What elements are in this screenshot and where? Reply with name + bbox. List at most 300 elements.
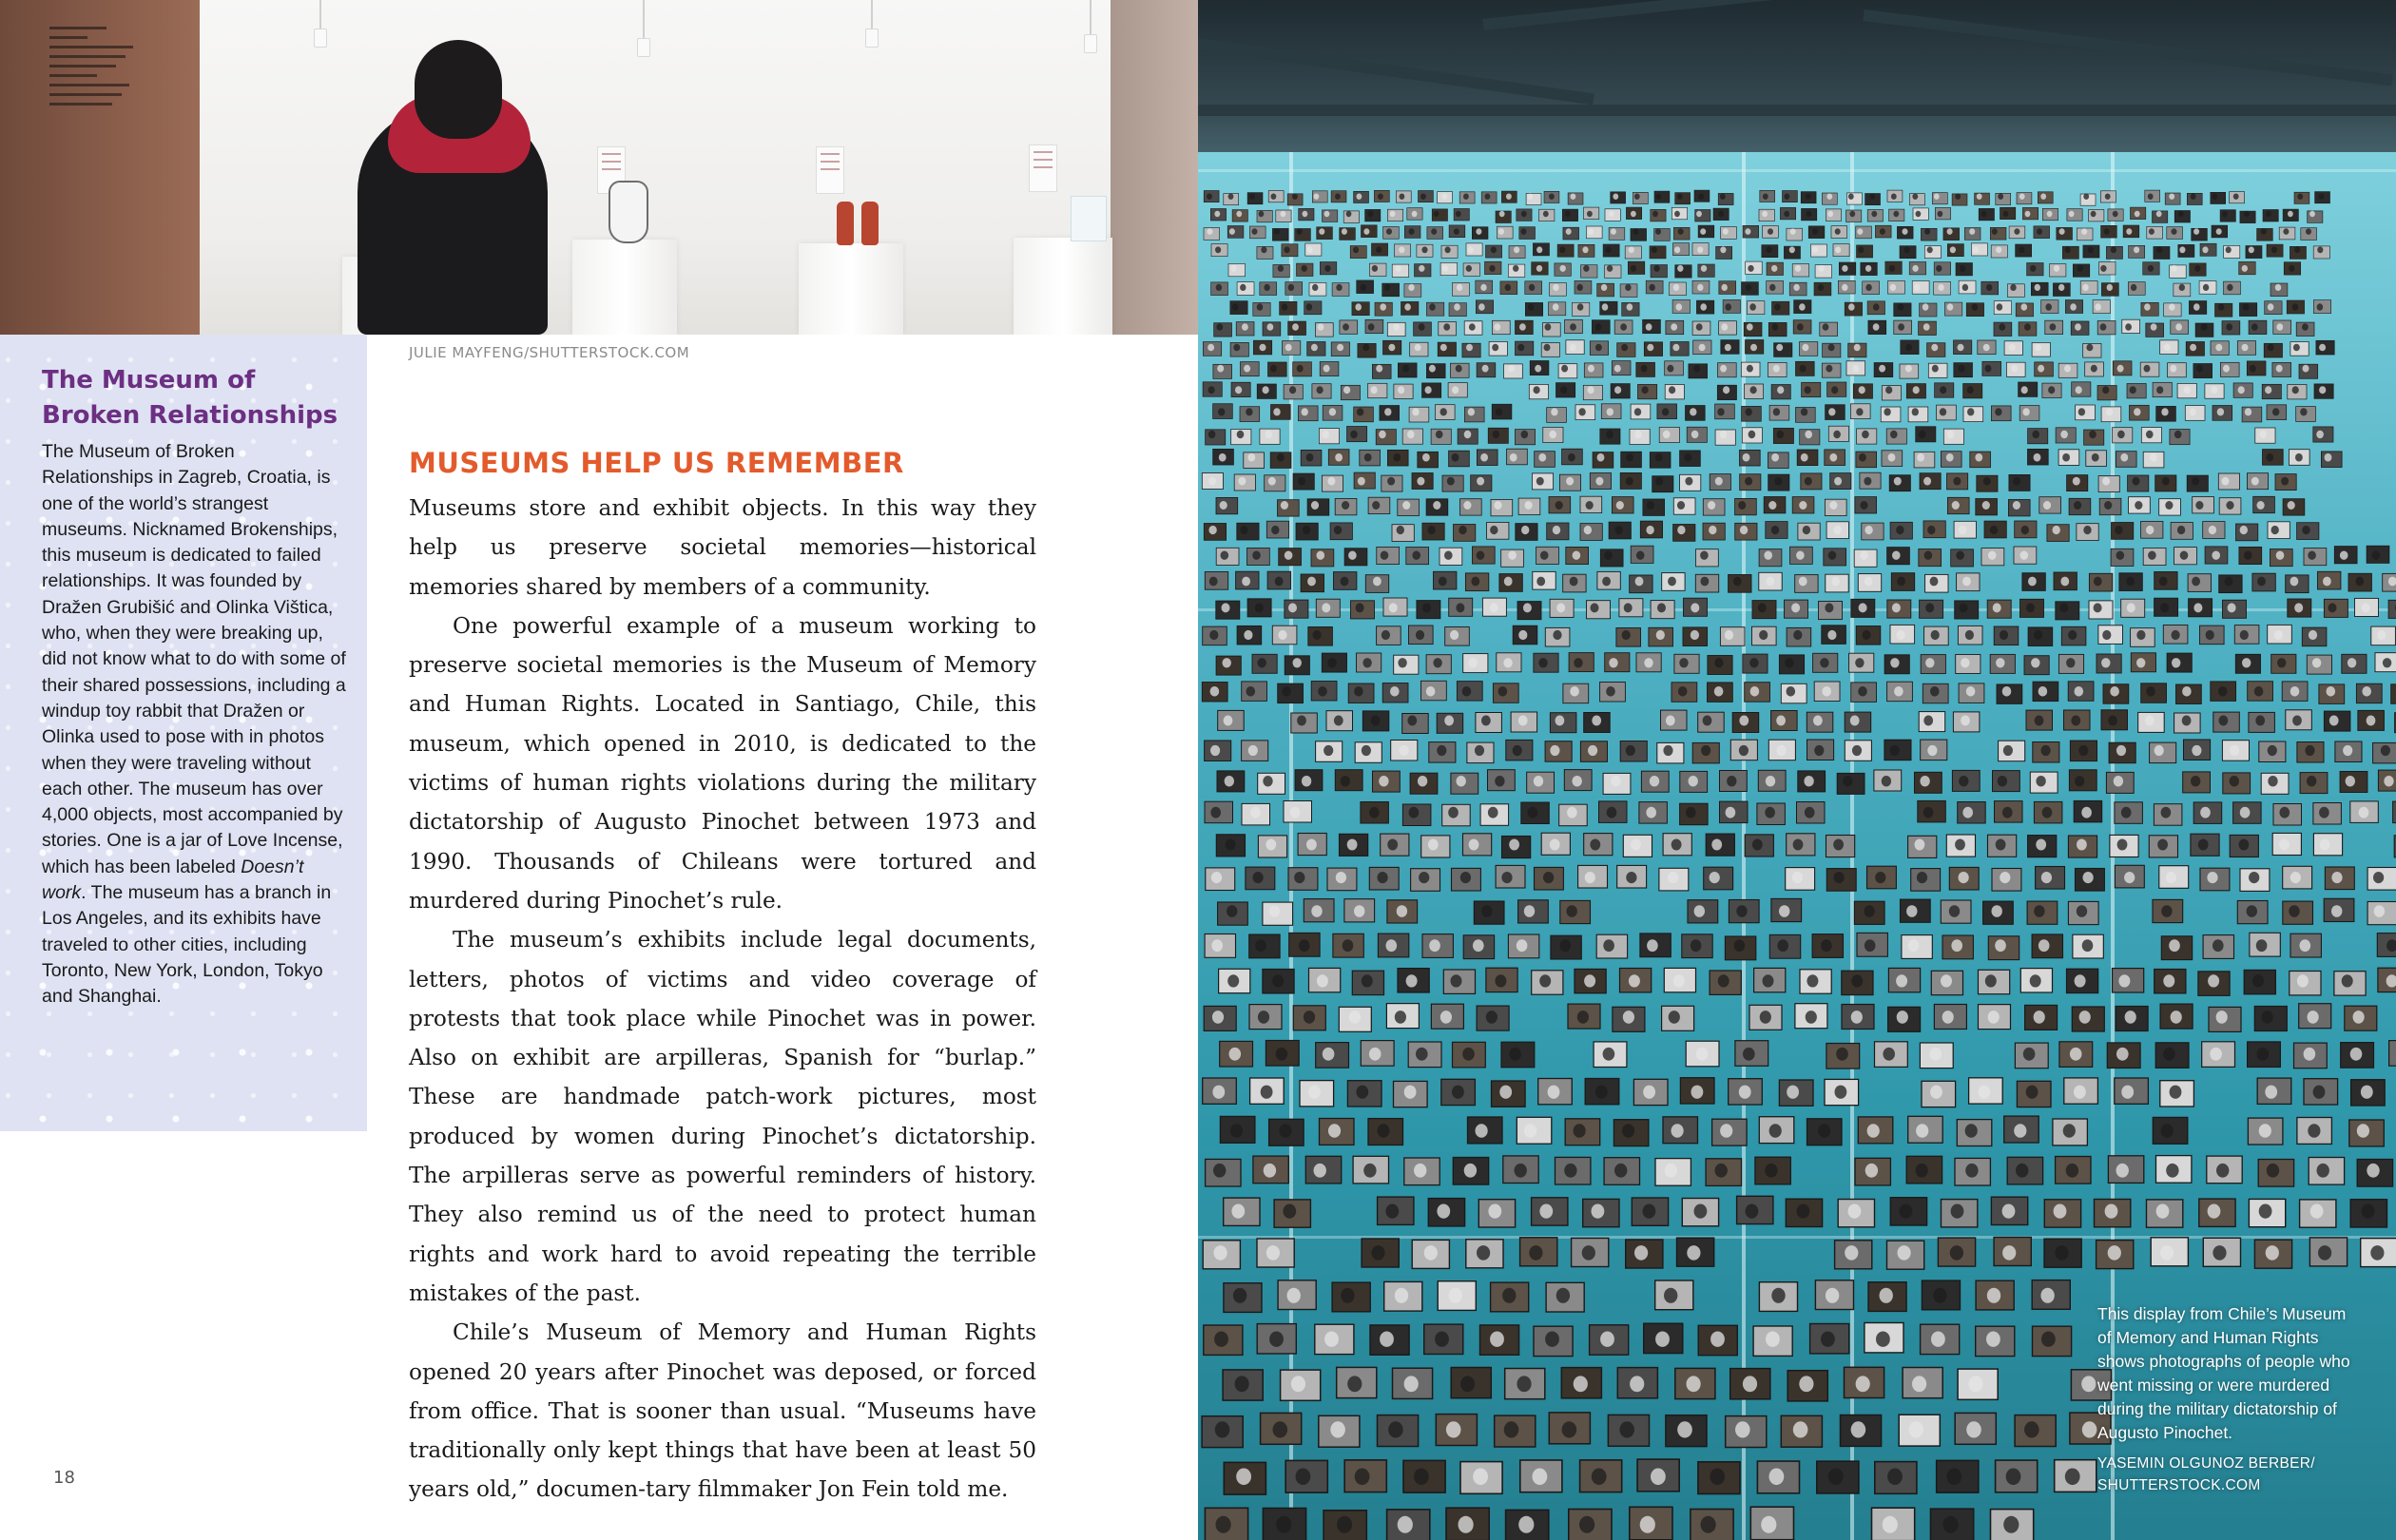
portrait-frame — [1312, 191, 1327, 202]
portrait-frame — [1492, 320, 1510, 334]
portrait-frame — [2147, 1200, 2183, 1227]
portrait-frame — [2113, 969, 2144, 992]
portrait-frame — [2130, 405, 2150, 420]
portrait-frame — [1339, 1007, 1371, 1031]
portrait-frame — [1817, 1461, 1859, 1493]
portrait-frame — [2009, 474, 2030, 491]
portrait-frame — [1920, 303, 1937, 317]
portrait-frame — [1203, 1241, 1240, 1269]
portrait-frame — [1257, 210, 1272, 222]
portrait-frame — [1340, 834, 1368, 856]
portrait-frame — [2154, 572, 2177, 590]
portrait-frame — [1946, 835, 1975, 857]
portrait-frame — [2257, 1078, 2291, 1104]
portrait-frame — [1623, 835, 1652, 857]
portrait-frame — [1428, 1199, 1464, 1226]
portrait-frame — [1283, 341, 1301, 356]
portrait-frame — [1231, 382, 1250, 396]
portrait-frame — [2068, 836, 2096, 857]
portrait-frame — [1867, 866, 1897, 889]
portrait-frame — [1858, 1117, 1893, 1144]
portrait-frame — [1657, 404, 1677, 419]
portrait-frame — [1377, 547, 1400, 564]
portrait-frame — [1759, 549, 1782, 567]
portrait-frame — [1549, 1413, 1590, 1444]
portrait-frame — [2099, 262, 2116, 275]
portrait-frame — [2176, 684, 2202, 704]
portrait-frame — [1308, 627, 1333, 646]
portrait-frame — [2084, 430, 2104, 445]
portrait-frame — [1819, 602, 1843, 620]
portrait-frame — [1633, 192, 1648, 203]
portrait-frame — [1446, 1508, 1489, 1540]
portrait-frame — [2131, 207, 2146, 220]
portrait-frame — [2267, 244, 2283, 257]
portrait-frame — [2016, 303, 2033, 317]
portrait-frame — [1890, 1198, 1926, 1225]
portrait-frame — [2198, 972, 2230, 995]
portrait-frame — [1783, 191, 1798, 202]
portrait-frame — [2056, 1157, 2091, 1184]
portrait-frame — [1868, 320, 1886, 334]
portrait-frame — [1620, 472, 1641, 489]
portrait-frame — [2184, 740, 2211, 760]
portrait-frame — [2154, 970, 2186, 993]
portrait-frame — [2199, 281, 2216, 295]
portrait-frame — [2108, 209, 2123, 221]
portrait-frame — [1372, 364, 1391, 378]
portrait-frame — [1491, 1282, 1529, 1312]
portrait-frame — [2077, 524, 2098, 541]
portrait-frame — [2153, 382, 2172, 396]
portrait-frame — [2288, 599, 2311, 617]
portrait-frame — [1361, 1041, 1394, 1067]
portrait-frame — [1941, 452, 1961, 468]
portrait-frame — [2141, 428, 2161, 443]
portrait-frame — [1941, 900, 1971, 923]
portrait-frame — [2154, 246, 2170, 259]
portrait-frame — [2098, 626, 2123, 645]
portrait-frame — [1820, 322, 1838, 336]
portrait-frame — [1285, 1460, 1327, 1492]
portrait-frame — [1715, 404, 1735, 419]
portrait-frame — [1503, 1156, 1538, 1184]
portrait-frame — [1216, 601, 1240, 619]
portrait-frame — [1781, 683, 1807, 703]
portrait-frame — [2240, 211, 2255, 223]
portrait-frame — [1575, 405, 1595, 420]
portrait-frame — [2258, 1160, 2293, 1187]
portrait-frame — [2036, 867, 2065, 890]
portrait-frame — [1802, 208, 1817, 221]
portrait-frame — [2073, 934, 2103, 958]
portrait-frame — [1373, 771, 1401, 792]
portrait-frame — [1740, 474, 1761, 491]
portrait-frame — [1704, 867, 1733, 890]
portrait-frame — [2235, 654, 2260, 673]
portrait-frame — [1414, 322, 1432, 336]
article-paragraph: Chile’s Museum of Memory and Human Rights opened 20 years after Pinochet was deposed, or forced from office. That is sooner than usual. “Museums have traditionally only kept things that have been at least 50 years old,” documen-tary filmmaker Jon Fein told me. — [409, 1319, 1036, 1503]
portrait-frame — [2357, 1160, 2392, 1187]
portrait-frame — [2267, 405, 2287, 420]
portrait-frame — [1692, 742, 1719, 763]
portrait-frame — [2103, 684, 2129, 704]
portrait-frame — [1914, 452, 1935, 468]
portrait-frame — [2164, 303, 2181, 317]
portrait-frame — [1977, 475, 1998, 491]
portrait-frame — [1488, 428, 1508, 443]
portrait-frame — [1580, 496, 1602, 512]
portrait-frame — [1556, 383, 1575, 397]
portrait-frame — [1865, 194, 1881, 205]
portrait-frame — [1426, 364, 1445, 378]
portrait-frame — [2200, 626, 2225, 645]
portrait-frame — [1224, 1462, 1266, 1494]
portrait-frame — [2165, 193, 2180, 204]
portrait-frame — [1320, 1119, 1355, 1145]
portrait-frame — [1230, 301, 1247, 315]
portrait-frame — [1694, 190, 1710, 202]
portrait-frame — [1421, 836, 1450, 857]
portrait-frame — [1890, 522, 1912, 539]
portrait-frame — [1263, 902, 1293, 925]
portrait-frame — [2355, 598, 2379, 616]
portrait-frame — [1858, 574, 1881, 592]
portrait-frame — [2019, 322, 2037, 336]
portrait-frame — [1324, 1511, 1366, 1540]
portrait-frame — [1710, 971, 1741, 994]
portrait-frame — [1730, 740, 1757, 760]
portrait-frame — [1655, 1159, 1691, 1186]
portrait-frame — [1698, 1462, 1740, 1494]
portrait-frame — [1720, 801, 1749, 823]
portrait-frame — [1562, 449, 1583, 465]
portrait-frame — [2375, 653, 2396, 672]
portrait-frame — [1234, 474, 1255, 491]
portrait-frame — [1409, 407, 1429, 422]
portrait-frame — [1719, 281, 1736, 295]
portrait-frame — [1984, 521, 2006, 538]
portrait-frame — [1504, 364, 1523, 378]
portrait-frame — [1404, 284, 1421, 298]
portrait-frame — [1781, 1415, 1822, 1447]
portrait-frame — [1934, 262, 1951, 275]
portrait-frame — [1354, 191, 1369, 202]
portrait-frame — [1307, 499, 1329, 515]
portrait-frame — [2264, 343, 2282, 357]
portrait-frame — [1521, 802, 1550, 824]
portrait-frame — [1622, 302, 1639, 316]
portrait-frame — [1991, 245, 2007, 258]
portrait-frame — [2020, 599, 2044, 617]
portrait-frame — [2059, 1042, 2093, 1068]
portrait-frame — [2155, 1043, 2189, 1068]
portrait-frame — [1422, 934, 1453, 958]
portrait-frame — [1698, 712, 1725, 732]
portrait-frame — [2263, 210, 2278, 222]
portrait-frame — [1680, 771, 1708, 792]
portrait-frame — [2174, 283, 2191, 297]
portrait-frame — [1854, 901, 1884, 924]
portrait-frame — [1958, 626, 1982, 645]
portrait-frame — [1865, 1323, 1903, 1353]
portrait-frame — [1760, 190, 1775, 202]
portrait-frame — [1609, 522, 1631, 539]
portrait-frame — [1402, 714, 1429, 734]
portrait-frame — [1210, 209, 1226, 221]
portrait-frame — [1253, 1156, 1288, 1184]
portrait-frame — [2014, 547, 2037, 564]
portrait-frame — [1600, 429, 1620, 444]
shoe-exhibit — [837, 202, 854, 245]
portrait-frame — [1680, 474, 1701, 491]
portrait-frame — [2171, 320, 2189, 334]
portrait-frame — [1249, 226, 1266, 239]
portrait-frame — [1830, 473, 1851, 490]
portrait-frame — [1632, 1198, 1668, 1225]
portrait-frame — [2187, 475, 2208, 491]
portrait-frame — [1671, 342, 1689, 356]
portrait-frame — [2252, 573, 2275, 591]
portrait-frame — [1795, 575, 1818, 593]
portrait-frame — [1909, 262, 1926, 275]
portrait-frame — [2263, 450, 2284, 466]
portrait-frame — [1341, 385, 1360, 399]
portrait-frame — [2247, 473, 2268, 490]
portrait-frame — [2035, 362, 2054, 376]
portrait-frame — [1236, 571, 1259, 589]
portrait-frame — [1362, 711, 1389, 731]
portrait-frame — [1919, 321, 1937, 335]
portrait-frame — [1997, 684, 2022, 704]
portrait-frame — [1657, 742, 1684, 763]
portrait-frame — [2202, 1042, 2235, 1068]
portrait-frame — [2143, 548, 2166, 565]
portrait-frame — [1520, 1238, 1557, 1266]
portrait-frame — [1560, 900, 1591, 923]
portrait-frame — [1457, 682, 1482, 702]
portrait-frame — [2187, 193, 2202, 204]
portrait-frame — [1565, 319, 1583, 333]
portrait-frame — [1787, 627, 1811, 646]
portrait-frame — [1617, 865, 1647, 888]
portrait-frame — [1600, 549, 1623, 567]
portrait-frame — [2168, 363, 2187, 377]
portrait-frame — [1854, 549, 1877, 567]
portrait-frame — [1637, 1459, 1679, 1492]
portrait-frame — [1786, 868, 1815, 891]
portrait-frame — [2203, 935, 2233, 959]
portrait-frame — [2008, 500, 2030, 516]
portrait-frame — [2345, 1006, 2377, 1030]
portrait-frame — [2248, 1042, 2281, 1068]
portrait-frame — [1857, 933, 1887, 956]
portrait-frame — [1287, 194, 1303, 206]
portrait-frame — [1718, 193, 1733, 204]
portrait-frame — [1640, 934, 1671, 957]
portrait-frame — [1742, 282, 1759, 296]
portrait-frame — [2153, 1117, 2188, 1144]
portrait-frame — [1888, 280, 1905, 294]
portrait-frame — [1689, 364, 1708, 378]
portrait-frame — [2224, 281, 2241, 295]
portrait-frame — [1822, 193, 1837, 204]
portrait-frame — [1285, 600, 1308, 618]
portrait-frame — [1352, 971, 1383, 994]
portrait-frame — [1759, 1117, 1794, 1144]
portrait-frame — [2171, 523, 2193, 540]
portrait-frame — [2222, 741, 2249, 761]
portrait-frame — [1354, 407, 1374, 422]
portrait-frame — [2119, 573, 2142, 591]
portrait-frame — [1486, 245, 1502, 258]
portrait-frame — [1822, 626, 1846, 645]
portrait-frame — [1472, 227, 1488, 240]
portrait-frame — [1216, 497, 1238, 513]
portrait-frame — [2283, 499, 2305, 515]
portrait-frame — [2287, 300, 2304, 314]
portrait-frame — [1920, 1043, 1953, 1068]
portrait-frame — [1807, 712, 1833, 732]
portrait-frame — [1312, 384, 1331, 398]
portrait-frame — [1887, 1241, 1924, 1269]
portrait-frame — [1453, 1042, 1486, 1068]
portrait-frame — [2315, 192, 2330, 203]
portrait-frame — [1506, 740, 1533, 760]
portrait-frame — [2170, 430, 2190, 445]
portrait-frame — [2242, 407, 2262, 422]
portrait-frame — [2367, 868, 2396, 891]
portrait-frame — [1822, 363, 1841, 377]
portrait-frame — [1644, 1323, 1683, 1353]
portrait-frame — [1923, 521, 1945, 538]
portrait-frame — [1253, 340, 1271, 355]
portrait-frame — [1304, 899, 1334, 922]
portrait-frame — [2068, 682, 2094, 702]
portrait-frame — [1550, 599, 1574, 617]
portrait-frame — [1237, 282, 1254, 296]
portrait-frame — [1800, 342, 1818, 356]
portrait-frame — [1845, 741, 1871, 761]
portrait-frame — [1772, 301, 1789, 315]
portrait-frame — [1204, 1325, 1243, 1355]
portrait-frame — [1625, 246, 1641, 259]
portrait-frame — [2253, 496, 2275, 512]
portrait-frame — [1415, 264, 1432, 277]
portrait-frame — [1547, 408, 1567, 423]
portrait-frame — [1686, 1041, 1719, 1067]
portrait-frame — [1472, 547, 1495, 564]
portrait-frame — [1640, 521, 1662, 538]
portrait-frame — [1931, 1509, 1974, 1540]
portrait-frame — [1999, 741, 2025, 761]
portrait-frame — [1539, 209, 1555, 221]
portrait-frame — [1826, 836, 1855, 857]
portrait-frame — [2342, 654, 2367, 673]
portrait-frame — [2071, 321, 2089, 335]
portrait-frame — [2358, 710, 2385, 730]
portrait-frame — [1686, 406, 1706, 421]
portrait-frame — [1297, 263, 1314, 276]
portrait-frame — [2286, 575, 2309, 593]
portrait-frame — [2101, 407, 2121, 422]
portrait-frame — [1381, 834, 1409, 856]
portrait-frame — [2301, 228, 2317, 241]
portrait-frame — [1979, 970, 2010, 993]
portrait-frame — [1354, 472, 1375, 489]
portrait-frame — [1956, 655, 1981, 674]
portrait-frame — [1258, 773, 1285, 794]
portrait-frame — [2073, 264, 2090, 277]
portrait-frame — [2246, 246, 2262, 259]
portrait-frame — [1260, 429, 1280, 444]
portrait-frame — [1541, 833, 1570, 855]
portrait-frame — [1315, 323, 1333, 337]
portrait-frame — [1841, 1415, 1882, 1447]
portrait-frame — [2160, 1081, 2194, 1107]
portrait-frame — [2279, 227, 2295, 240]
portrait-frame — [2211, 682, 2236, 702]
portrait-frame — [1517, 209, 1532, 221]
portrait-frame — [1316, 741, 1343, 762]
portrait-frame — [2268, 625, 2292, 644]
portrait-frame — [1847, 193, 1863, 204]
portrait-frame — [1988, 835, 2017, 857]
portrait-frame — [1555, 263, 1572, 276]
portrait-frame — [1242, 803, 1270, 825]
portrait-frame — [1557, 244, 1574, 257]
portrait-frame — [1994, 322, 2012, 336]
portrait-frame — [1418, 452, 1439, 468]
portrait-frame — [1646, 280, 1663, 294]
portrait-frame — [2167, 653, 2192, 672]
portrait-frame — [1411, 869, 1440, 892]
portrait-frame — [1464, 407, 1484, 422]
portrait-frame — [2383, 573, 2396, 591]
portrait-frame — [1449, 303, 1466, 317]
portrait-frame — [1344, 1460, 1386, 1492]
portrait-frame — [1619, 599, 1643, 617]
portrait-frame — [1224, 1198, 1260, 1225]
portrait-frame — [1257, 384, 1276, 398]
portrait-frame — [2027, 901, 2058, 924]
portrait-frame — [2007, 1157, 2042, 1184]
portrait-frame — [1584, 363, 1603, 377]
portrait-frame — [1638, 384, 1657, 398]
portrait-frame — [1335, 498, 1357, 514]
portrait-frame — [2143, 262, 2160, 275]
portrait-frame — [1785, 600, 1808, 618]
portrait-frame — [2067, 209, 2082, 221]
portrait-frame — [1795, 1004, 1827, 1029]
portrait-frame — [1370, 263, 1387, 276]
portrait-frame — [1449, 598, 1473, 616]
portrait-frame — [1889, 209, 1904, 221]
portrait-frame — [2072, 1007, 2104, 1031]
portrait-frame — [2313, 246, 2329, 259]
portrait-frame — [1536, 547, 1559, 564]
portrait-frame — [1651, 209, 1666, 221]
portrait-frame — [1891, 573, 1914, 591]
portrait-frame — [1362, 1239, 1399, 1267]
portrait-frame — [1454, 209, 1469, 221]
portrait-frame — [1278, 1280, 1316, 1310]
portrait-frame — [1584, 713, 1611, 733]
portrait-frame — [1300, 1081, 1334, 1107]
portrait-frame — [1675, 1368, 1715, 1398]
portrait-frame — [1427, 227, 1443, 240]
portrait-frame — [1375, 302, 1392, 316]
